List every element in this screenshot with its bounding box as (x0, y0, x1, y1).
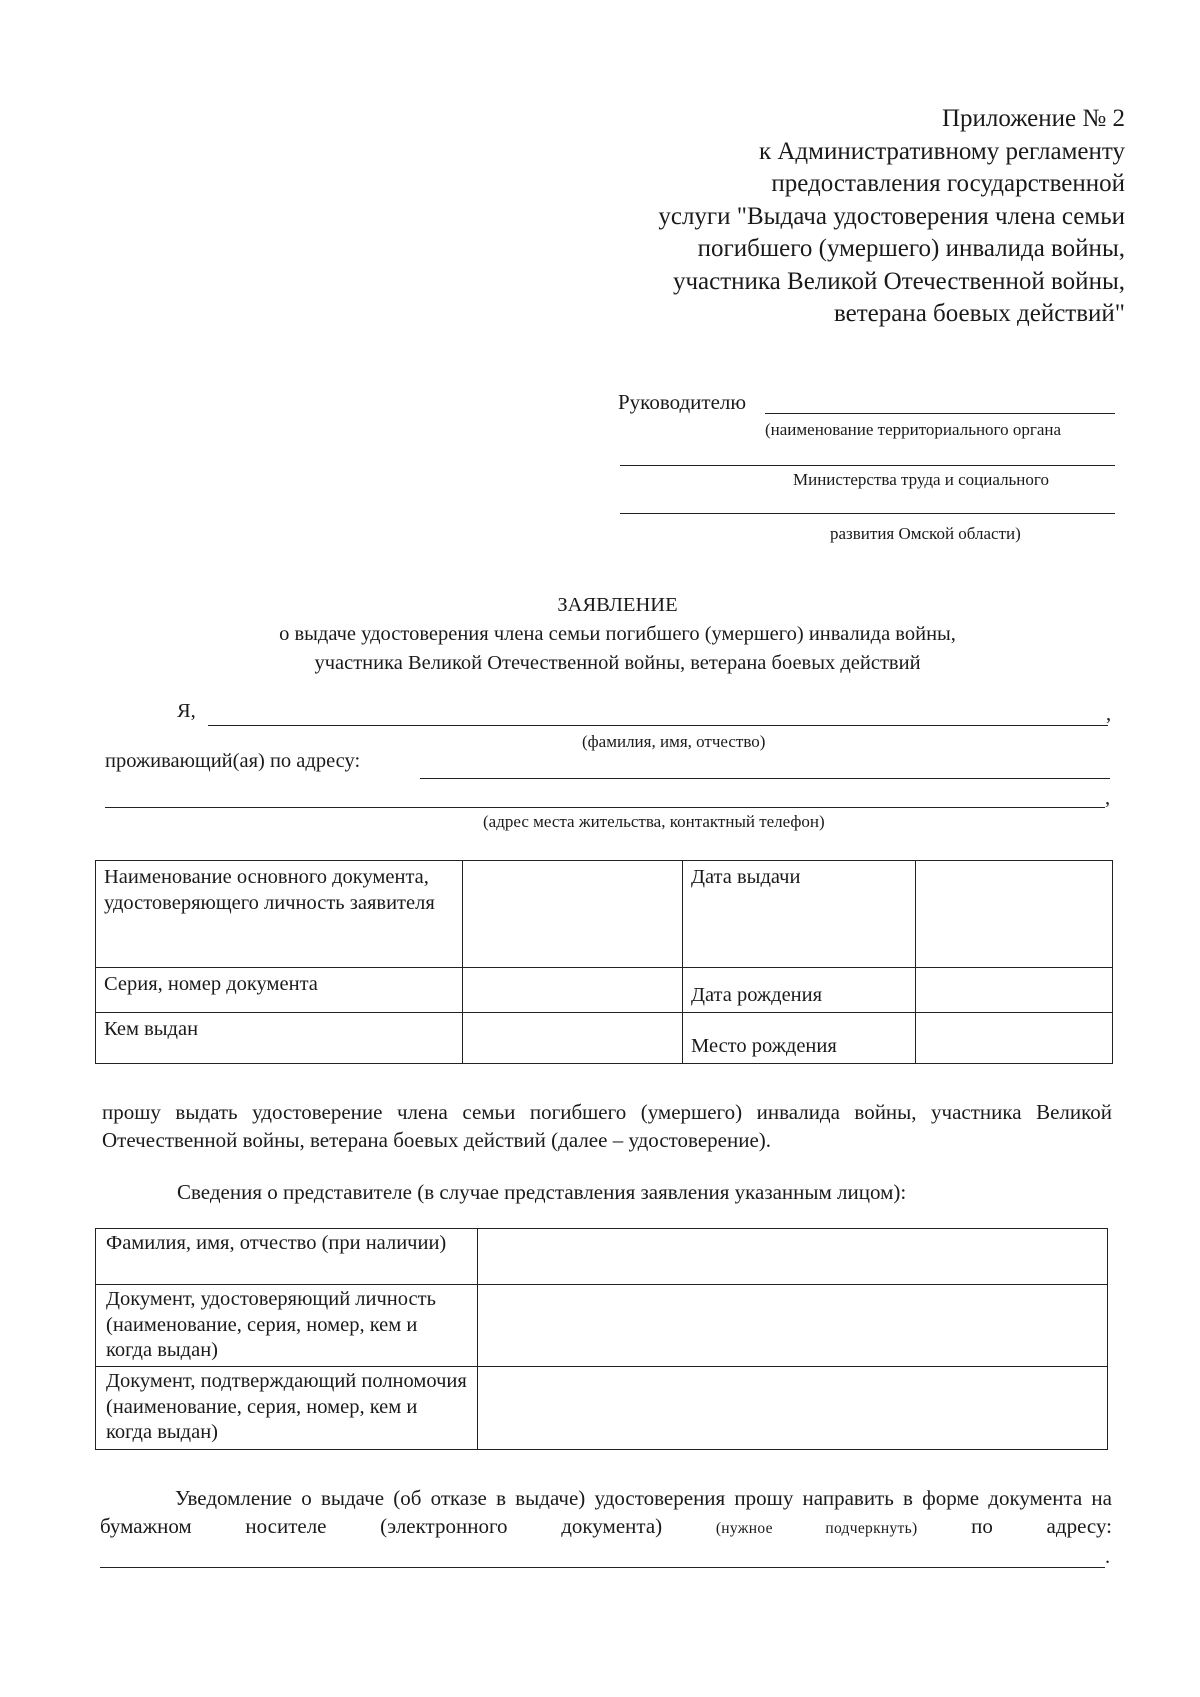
issued-by-cell[interactable] (463, 1013, 683, 1064)
rep-name-cell[interactable] (478, 1229, 1108, 1285)
addressee-caption-3: развития Омской области) (830, 524, 1021, 543)
issued-by-label: Кем выдан (96, 1013, 463, 1064)
applicant-address-label: проживающий(ая) по адресу: (105, 750, 361, 772)
series-number-cell[interactable] (463, 968, 683, 1013)
appendix-line: услуги "Выдача удостоверения члена семьи (658, 202, 1125, 230)
appendix-line: участника Великой Отечественной войны, (672, 267, 1125, 295)
rep-identity-doc-cell[interactable] (478, 1285, 1108, 1367)
rep-authority-doc-cell[interactable] (478, 1367, 1108, 1450)
table-row (96, 968, 1113, 1013)
request-paragraph: прошу выдать удостоверение члена семьи погибшего (умершего) инвалида войны, участника Великой Отечественной войны, ветерана боевых действий (далее – удостоверение). (102, 1100, 1112, 1152)
representative-table (95, 1228, 1108, 1450)
notification-tail: по адресу: (971, 1514, 1113, 1538)
applicant-address-field[interactable] (420, 778, 1110, 779)
addressee-caption-1: (наименование территориального органа (765, 420, 1062, 439)
issue-date-label: Дата выдачи (683, 861, 916, 968)
rep-identity-doc-label: Документ, удостоверяющий личность (наименование, серия, номер, кем и когда выдан) (96, 1285, 478, 1367)
appendix-line: погибшего (умершего) инвалида войны, (697, 235, 1125, 262)
addressee-caption-2: Министерства труда и социального (793, 470, 1049, 489)
table-row (96, 1229, 1108, 1285)
addressee-line-2[interactable] (620, 465, 1115, 466)
table-row (96, 1285, 1108, 1367)
addressee-name-field[interactable] (765, 413, 1115, 414)
notification-note: (нужное подчеркнуть) (715, 1520, 918, 1537)
rep-authority-doc-label: Документ, подтверждающий полномочия (наименование, серия, номер, кем и когда выдан) (96, 1367, 478, 1450)
issue-date-cell[interactable] (916, 861, 1113, 968)
document-subtitle-1: о выдаче удостоверения члена семьи погибшего (умершего) инвалида войны, (279, 623, 956, 645)
applicant-i-label: Я, (177, 700, 196, 722)
document-subtitle-2: участника Великой Отечественной войны, ветерана боевых действий (314, 652, 921, 674)
appendix-line: предоставления государственной (771, 170, 1125, 197)
applicant-address-field-2[interactable] (105, 807, 1105, 808)
notification-address-field[interactable] (100, 1567, 1105, 1568)
id-doc-name-label: Наименование основного документа, удостоверяющего личность заявителя (96, 861, 463, 968)
notification-text: Уведомление о выдаче (об отказе в выдаче) удостоверения прошу направить в форме документа на бумажном носителе (электронного документа) (100, 1486, 1112, 1538)
series-number-label: Серия, номер документа (96, 968, 463, 1013)
notification-paragraph (100, 1484, 1112, 1543)
id-doc-name-cell[interactable] (463, 861, 683, 968)
applicant-address-caption: (адрес места жительства, контактный телефон) (483, 812, 825, 831)
applicant-name-field[interactable] (208, 725, 1108, 726)
table-row (96, 861, 1113, 968)
notification-end-mark: . (1105, 1546, 1111, 1568)
addressee-line-3[interactable] (620, 513, 1115, 514)
table-row (96, 1013, 1113, 1064)
appendix-line: Приложение № 2 (941, 105, 1125, 132)
document-title: ЗАЯВЛЕНИЕ (557, 594, 678, 616)
table-row (96, 1367, 1108, 1450)
appendix-line: ветерана боевых действий" (833, 300, 1125, 327)
birth-date-cell[interactable] (916, 968, 1113, 1013)
rep-name-label: Фамилия, имя, отчество (при наличии) (96, 1229, 478, 1285)
birth-place-label: Место рождения (683, 1013, 916, 1064)
appendix-line: к Административному регламенту (758, 137, 1125, 165)
birth-date-label: Дата рождения (683, 968, 916, 1013)
applicant-name-caption: (фамилия, имя, отчество) (582, 732, 766, 751)
applicant-name-comma: , (1106, 703, 1112, 725)
birth-place-cell[interactable] (916, 1013, 1113, 1064)
applicant-address-comma: , (1105, 787, 1111, 809)
appendix-header (560, 103, 1125, 331)
addressee-label: Руководителю (618, 390, 747, 414)
representative-heading: Сведения о представителе (в случае представления заявления указанным лицом): (177, 1180, 907, 1204)
identity-table (95, 860, 1113, 1064)
